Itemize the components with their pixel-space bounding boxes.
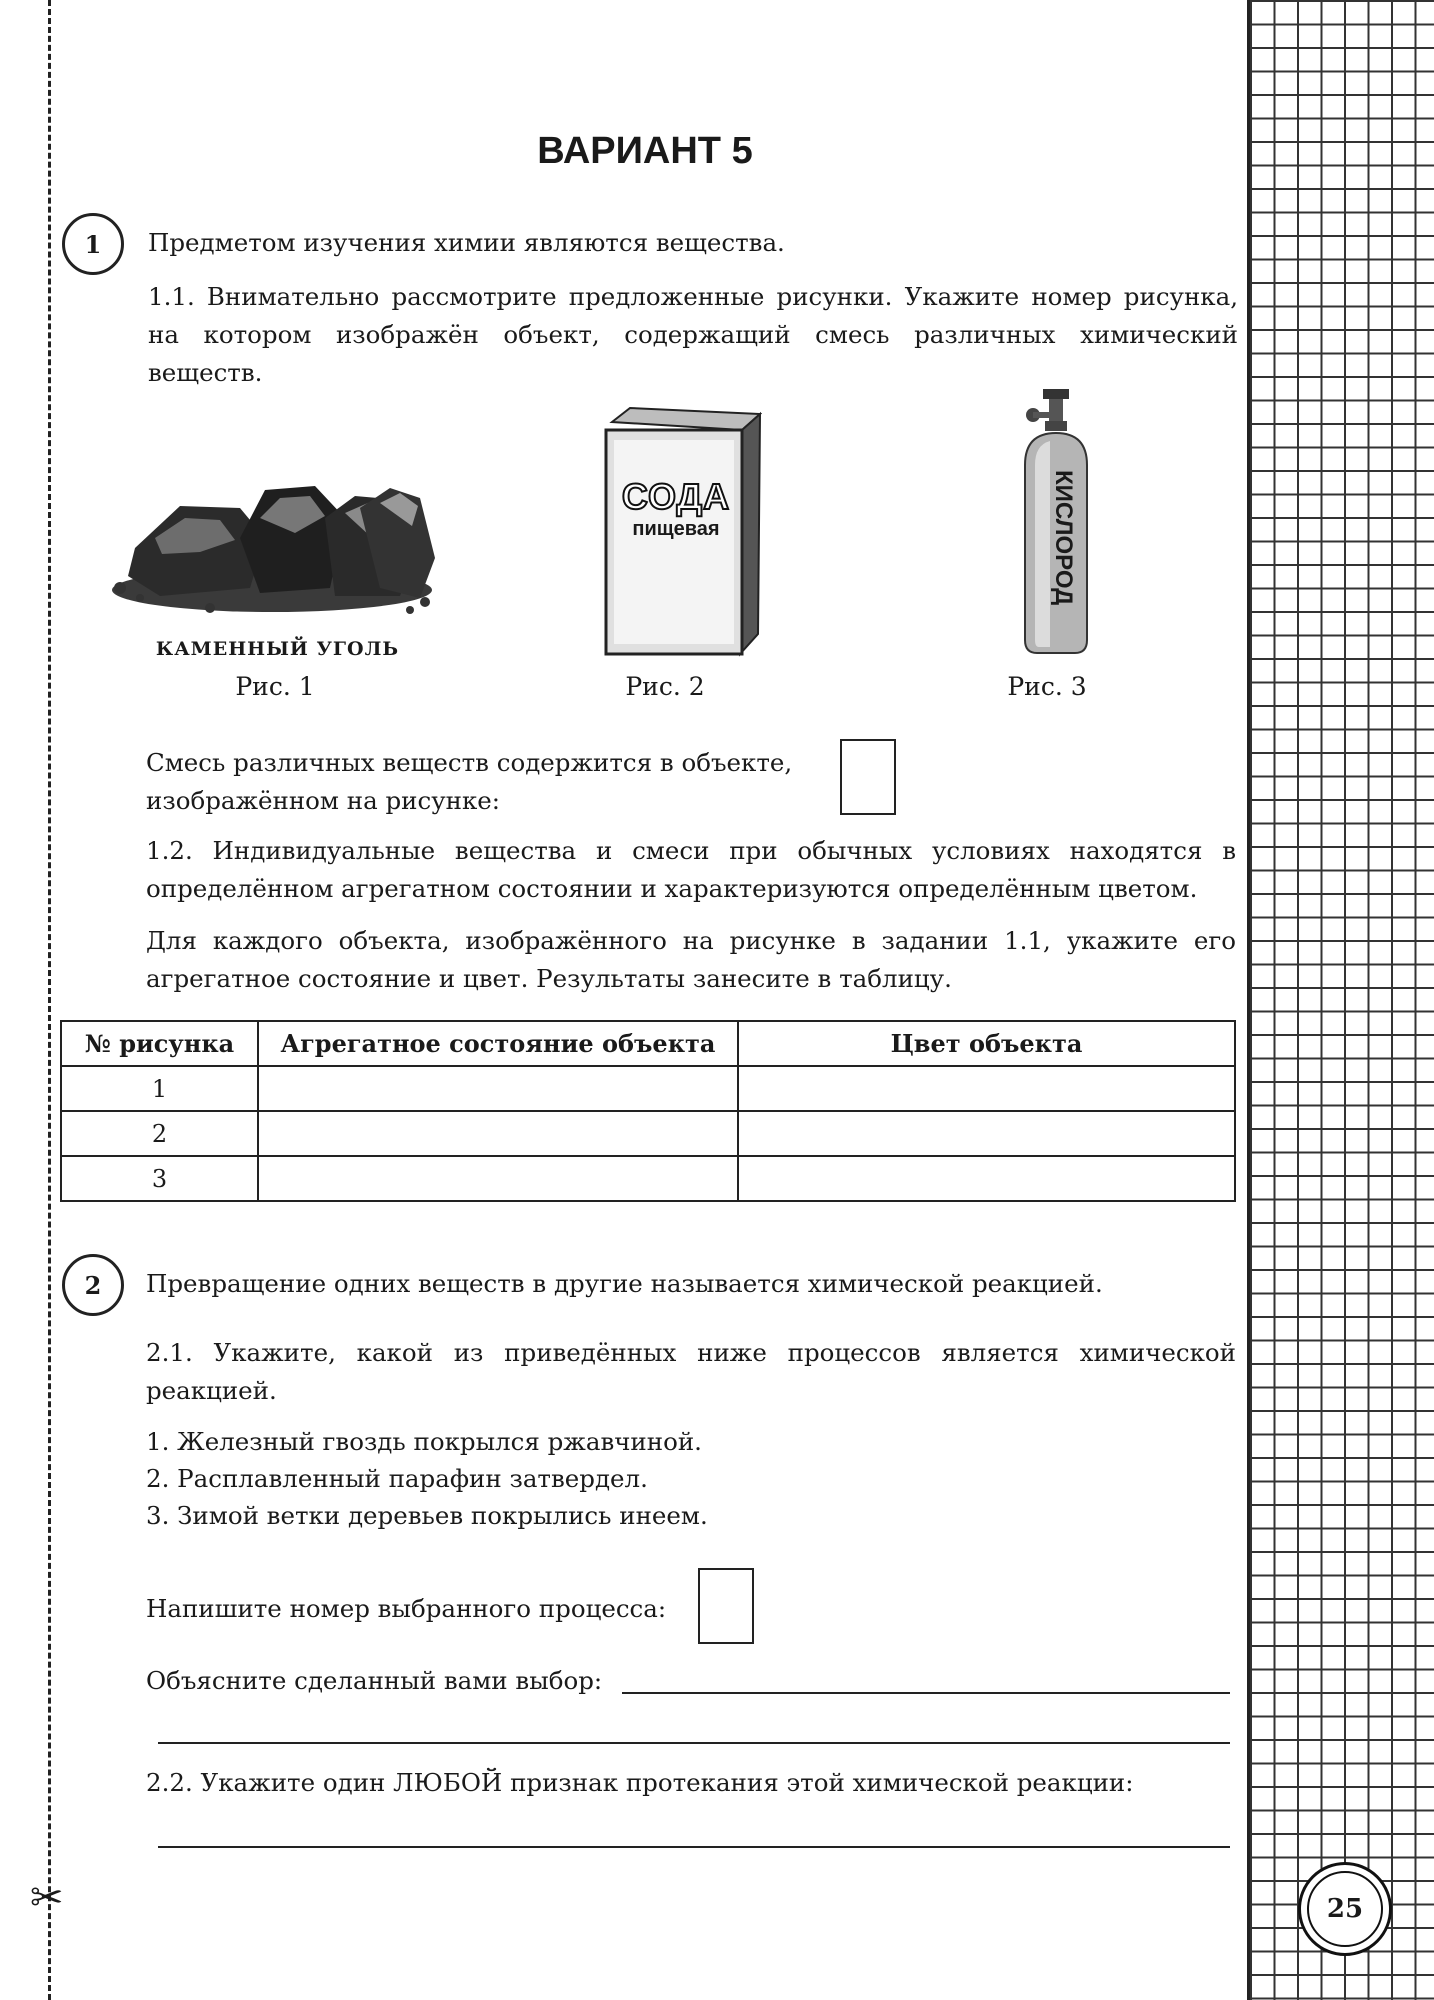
table-header-state: Агрегатное состояние объекта (258, 1021, 738, 1066)
table-cell-state[interactable] (258, 1066, 738, 1111)
table-cell-color[interactable] (738, 1156, 1235, 1201)
figure-2-caption: Рис. 2 (625, 672, 705, 701)
q1-answer-prompt: Смесь различных веществ содержится в объекте, изображённом на рисунке: (146, 748, 793, 815)
question-number-1: 1 (62, 213, 124, 275)
table-cell-state[interactable] (258, 1111, 738, 1156)
q2-answer-box[interactable] (698, 1568, 754, 1644)
figure-1-caption: Рис. 1 (235, 672, 315, 701)
q1-intro: Предметом изучения химии являются вещества. (148, 228, 785, 257)
figure-3-caption: Рис. 3 (1007, 672, 1087, 701)
table-cell-figure-number: 2 (61, 1111, 258, 1156)
scissors-icon: ✂ (30, 1875, 64, 1921)
page-number-badge (1298, 1862, 1392, 1956)
explain-answer-line-2[interactable] (158, 1742, 1230, 1744)
table-row (61, 1156, 1235, 1201)
question-number-2: 2 (62, 1254, 124, 1316)
explain-answer-line-1[interactable] (622, 1692, 1230, 1694)
q2-intro: Превращение одних веществ в другие называется химической реакцией. (146, 1269, 1103, 1298)
cut-line (48, 0, 51, 2000)
q1-answer-box[interactable] (840, 739, 896, 815)
table-row (61, 1111, 1235, 1156)
soda-package-title: СОДА (621, 476, 731, 517)
oxygen-cylinder-label: КИСЛОРОД (1050, 470, 1077, 606)
q1-task-1-2-instruction: Для каждого объекта, изображённого на рисунке в задании 1.1, укажите его агрегатное состояние и цвет. Результаты занесите в таблицу. (146, 926, 1236, 993)
table-cell-color[interactable] (738, 1066, 1235, 1111)
table-cell-figure-number: 1 (61, 1066, 258, 1111)
soda-package-subtitle: пищевая (632, 518, 720, 540)
q2-task-2-2: 2.2. Укажите один ЛЮБОЙ признак протекания этой химической реакции: (146, 1768, 1134, 1797)
state-color-table (60, 1020, 1236, 1202)
option-1: 1. Железный гвоздь покрылся ржавчиной. (146, 1427, 702, 1456)
table-cell-state[interactable] (258, 1156, 738, 1201)
grid-margin (1247, 0, 1434, 2000)
table-header-color: Цвет объекта (738, 1021, 1235, 1066)
page-title: ВАРИАНТ 5 (537, 130, 753, 172)
q1-task-1-2: 1.2. Индивидуальные вещества и смеси при обычных условиях находятся в определённом агрегатном состоянии и характеризуются определённым цветом. (146, 836, 1236, 903)
q2-task-2-1: 2.1. Укажите, какой из приведённых ниже процессов является химической реакцией. (146, 1338, 1236, 1405)
option-2: 2. Расплавленный парафин затвердел. (146, 1464, 648, 1493)
table-cell-figure-number: 3 (61, 1156, 258, 1201)
sign-answer-line[interactable] (158, 1846, 1230, 1848)
q1-task-1-1: 1.1. Внимательно рассмотрите предложенные рисунки. Укажите номер рисунка, на котором изображён объект, содержащий смесь различных химический веществ. (148, 282, 1238, 387)
table-header-figure: № рисунка (61, 1021, 258, 1066)
option-3: 3. Зимой ветки деревьев покрылись инеем. (146, 1501, 708, 1530)
table-header-row (61, 1021, 1235, 1066)
table-row (61, 1066, 1235, 1111)
q2-explain-prompt: Объясните сделанный вами выбор: (146, 1666, 603, 1695)
q2-choice-prompt: Напишите номер выбранного процесса: (146, 1594, 667, 1623)
coal-illustration (100, 478, 445, 628)
page-number: 25 (1307, 1871, 1383, 1947)
figure-1-label: КАМЕННЫЙ УГОЛЬ (155, 638, 400, 660)
table-cell-color[interactable] (738, 1111, 1235, 1156)
